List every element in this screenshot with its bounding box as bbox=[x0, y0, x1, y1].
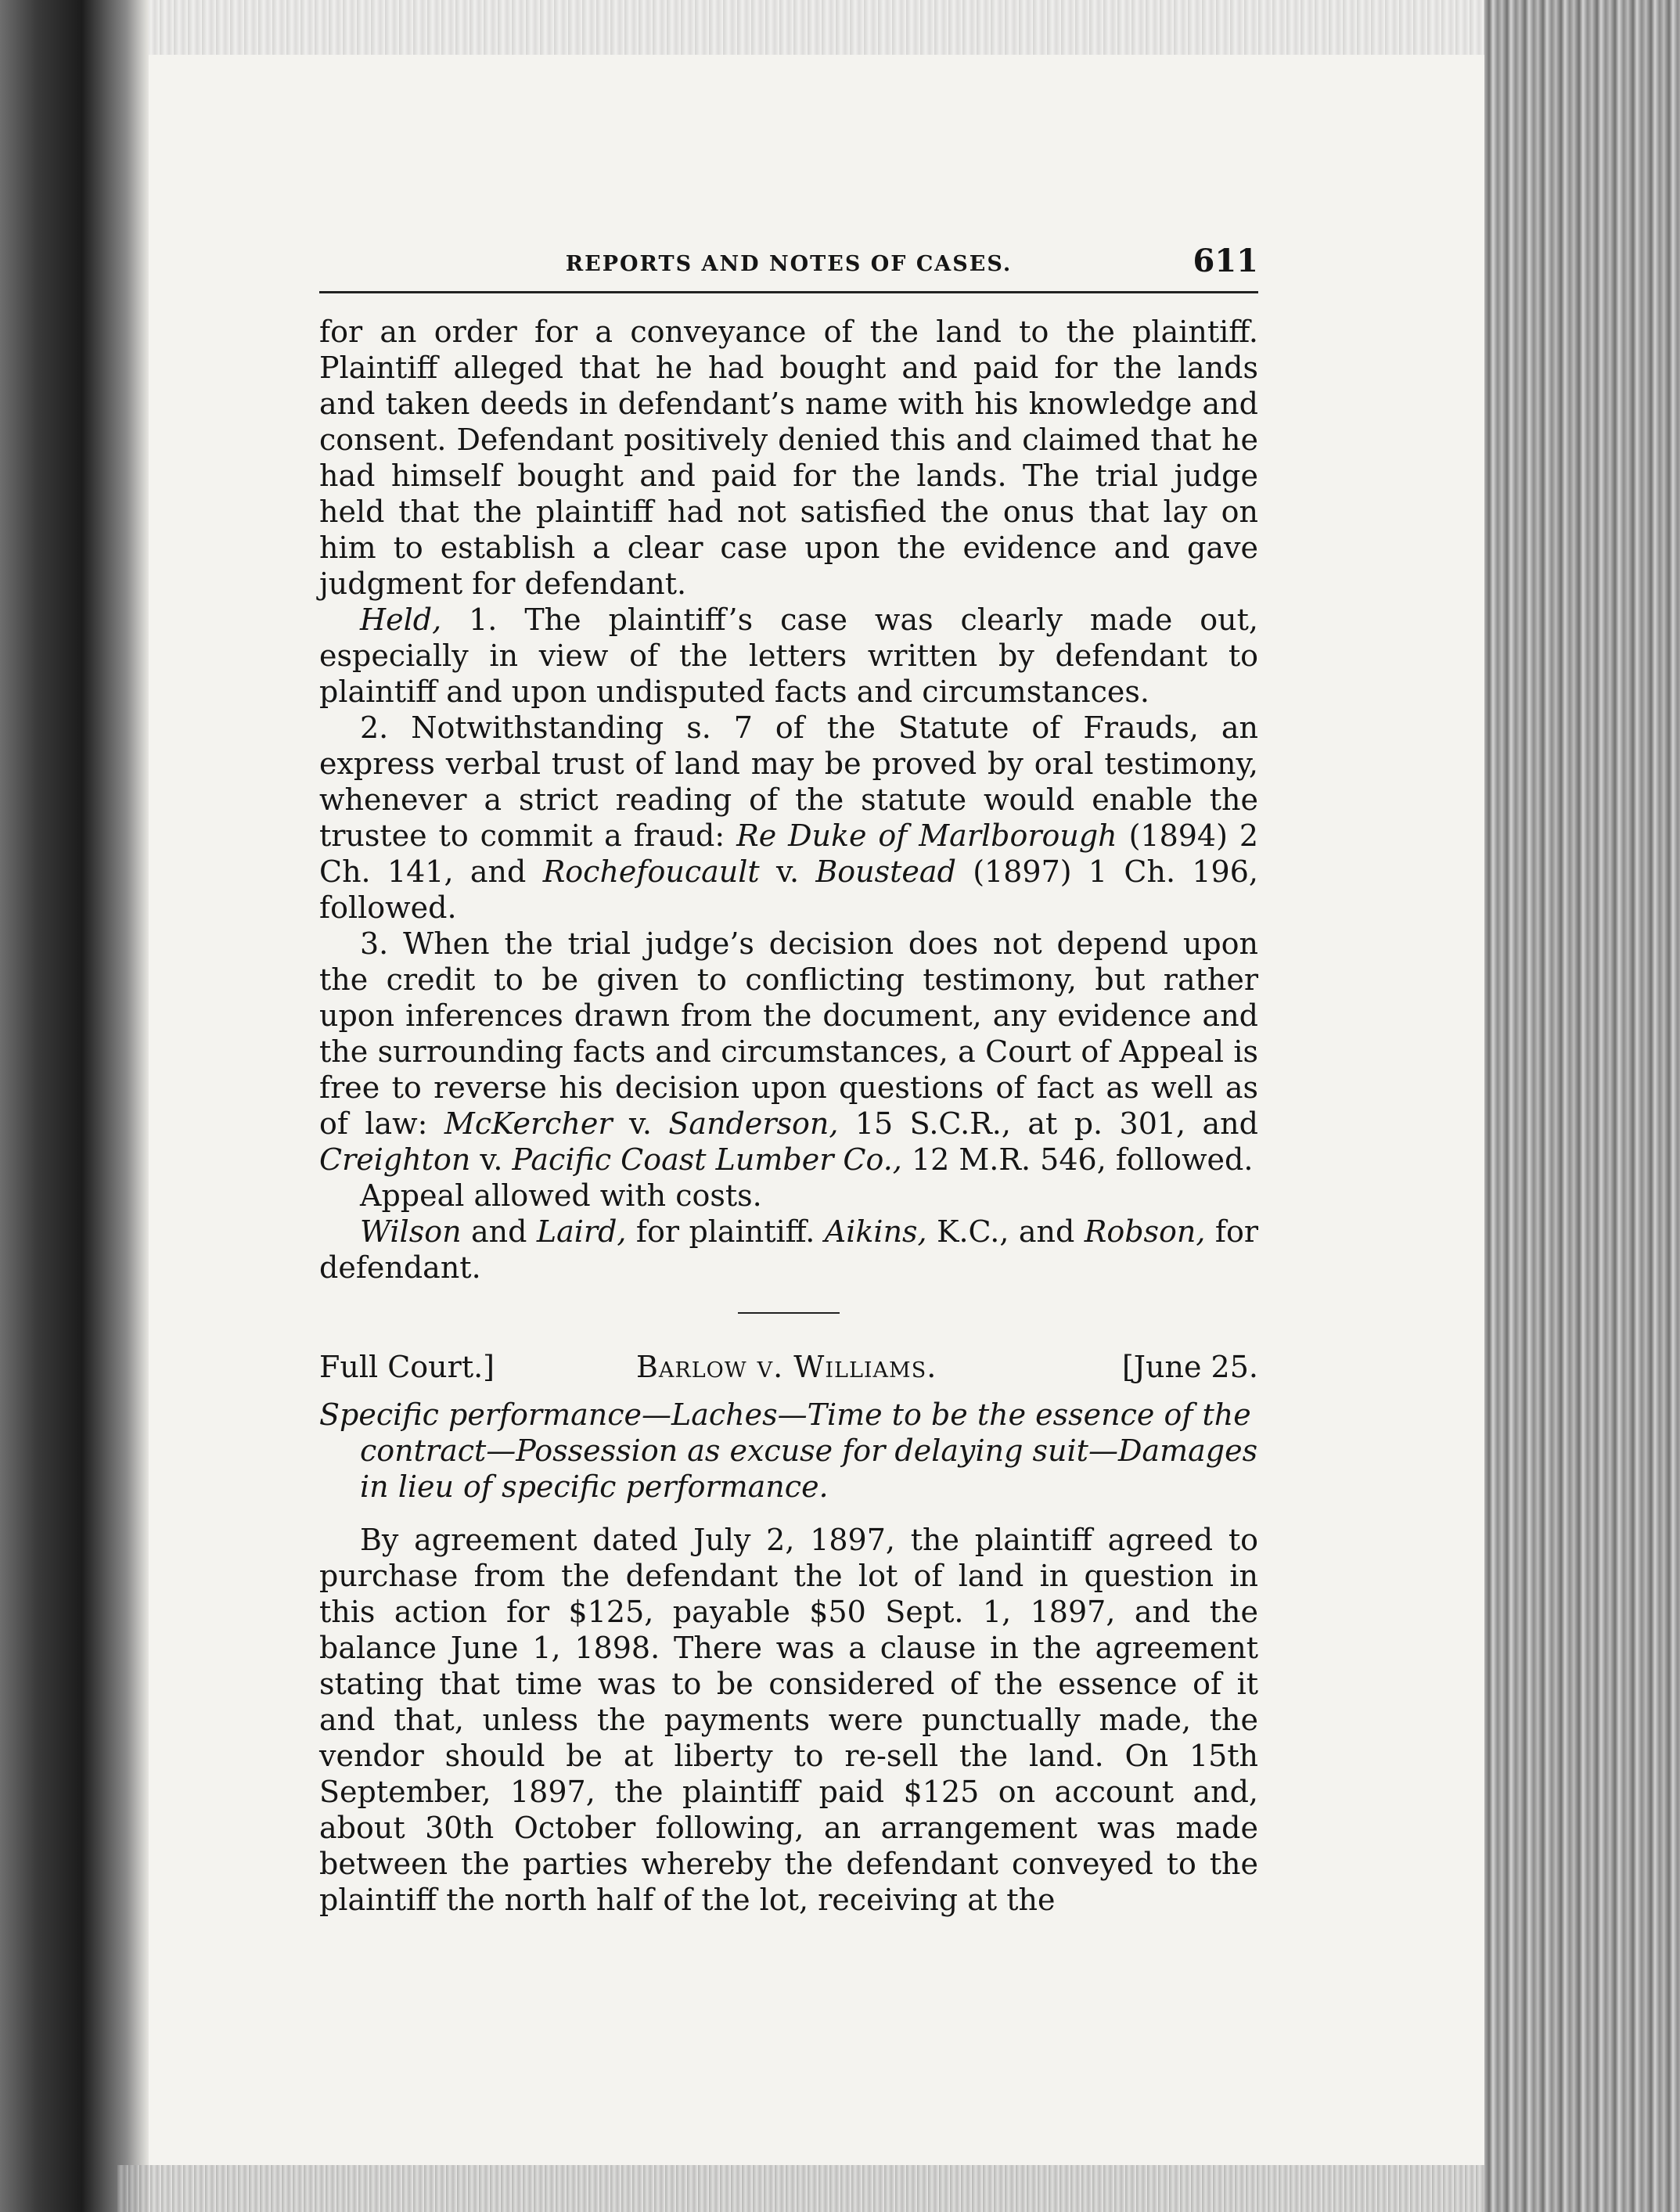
citation-boustead: Boustead bbox=[815, 854, 956, 889]
held-point-one-text: 1. The plaintiff’s case was clearly made out, especially in view of the letters written by defendant to plaintiff and upon undisputed facts and circumstances. bbox=[319, 602, 1258, 709]
headnote-text: Specific performance—Laches—Time to be the essence of the contract—Possession as excuse for delaying suit—Damages in lieu of specific performance. bbox=[319, 1397, 1258, 1504]
versus: v. bbox=[470, 1142, 513, 1177]
counsel-text: for plaintiff. bbox=[626, 1214, 825, 1249]
header-rule bbox=[319, 291, 1258, 293]
page-number: 611 bbox=[1193, 243, 1258, 279]
point-two-text-c: (1897) 1 Ch. 196, followed. bbox=[319, 854, 1258, 925]
scan-edge-top bbox=[117, 0, 1484, 55]
citation-re-duke-of-marlborough: Re Duke of Marlborough bbox=[736, 818, 1117, 853]
counsel-wilson: Wilson bbox=[360, 1214, 462, 1249]
counsel-line bbox=[319, 1214, 1258, 1286]
case-title: Barlow v. Williams. bbox=[636, 1350, 937, 1384]
held-point-two bbox=[319, 710, 1258, 926]
counsel-aikins: Aikins, bbox=[824, 1214, 927, 1249]
point-three-text-b: 15 S.C.R., at p. 301, and bbox=[838, 1106, 1258, 1141]
scan-edge-bottom bbox=[117, 2165, 1484, 2212]
point-three-text-a: 3. When the trial judge’s decision does not depend upon the credit to be given to conflicting testimony, but rather upon inferences drawn from the document, any evidence and the surrounding facts and circumstances, a Court of Appeal is free to reverse his decision upon questions of fact as well as of law: bbox=[319, 926, 1258, 1141]
appeal-result: Appeal allowed with costs. bbox=[360, 1178, 762, 1213]
citation-sanderson: Sanderson, bbox=[668, 1106, 839, 1141]
citation-mckercher: McKercher bbox=[444, 1106, 613, 1141]
case-two-text bbox=[319, 1522, 1258, 1918]
case-two-paragraph: By agreement dated July 2, 1897, the plaintiff agreed to purchase from the defendant the lot of land in question in this action for $125, payable $50 Sept. 1, 1897, and the balance June 1, 1898. There was a clause in the agreement stating that time was to be considered of the essence of it and that, unless the payments were punctually made, the vendor should be at liberty to re-sell the land. On 15th September, 1897, the plaintiff paid $125 on account and, about 30th October following, an arrangement was made between the parties whereby the defendant conveyed to the plaintiff the north half of the lot, receiving at the bbox=[319, 1523, 1258, 1917]
running-head bbox=[319, 243, 1258, 286]
citation-pacific-coast-lumber: Pacific Coast Lumber Co., bbox=[512, 1142, 902, 1177]
held-point-three bbox=[319, 926, 1258, 1178]
running-title: REPORTS AND NOTES OF CASES. bbox=[565, 252, 1013, 276]
book-page bbox=[319, 243, 1258, 1918]
citation-rochefoucault: Rochefoucault bbox=[542, 854, 760, 889]
case-separator bbox=[738, 1312, 840, 1314]
case-date: [June 25. bbox=[1121, 1350, 1258, 1384]
counsel-text: and bbox=[461, 1214, 537, 1249]
held-label: Held, bbox=[360, 602, 442, 637]
case-one-text bbox=[319, 314, 1258, 1286]
counsel-laird: Laird, bbox=[536, 1214, 627, 1249]
versus: v. bbox=[612, 1106, 669, 1141]
point-two-text-b: (1894) 2 Ch. 141, and bbox=[319, 818, 1258, 889]
counsel-text: K.C., and bbox=[926, 1214, 1085, 1249]
held-point-one bbox=[319, 602, 1258, 710]
scan-gutter-left bbox=[0, 0, 149, 2212]
versus: v. bbox=[759, 854, 816, 889]
point-two-text-a: 2. Notwithstanding s. 7 of the Statute of Frauds, an express verbal trust of land may be proved by oral testimony, whenever a strict reading of the statute would enable the trustee to commit a fraud: bbox=[319, 710, 1258, 853]
counsel-text: for defendant. bbox=[319, 1214, 1258, 1285]
case-two-header bbox=[319, 1350, 1258, 1389]
headnote bbox=[319, 1397, 1258, 1505]
counsel-robson: Robson, bbox=[1084, 1214, 1206, 1249]
court-label: Full Court.] bbox=[319, 1350, 495, 1384]
citation-creighton: Creighton bbox=[319, 1142, 471, 1177]
scan-edge-right bbox=[1484, 0, 1680, 2212]
case-one-paragraph: for an order for a conveyance of the land to the plaintiff. Plaintiff alleged that he had bought and paid for the lands and taken deeds in defendant’s name with his knowledge and consent. Defendant positively denied this and claimed that he had himself bought and paid for the lands. The trial judge held that the plaintiff had not satisfied the onus that lay on him to establish a clear case upon the evidence and gave judgment for defendant. bbox=[319, 315, 1258, 601]
point-three-text-c: 12 M.R. 546, followed. bbox=[901, 1142, 1254, 1177]
